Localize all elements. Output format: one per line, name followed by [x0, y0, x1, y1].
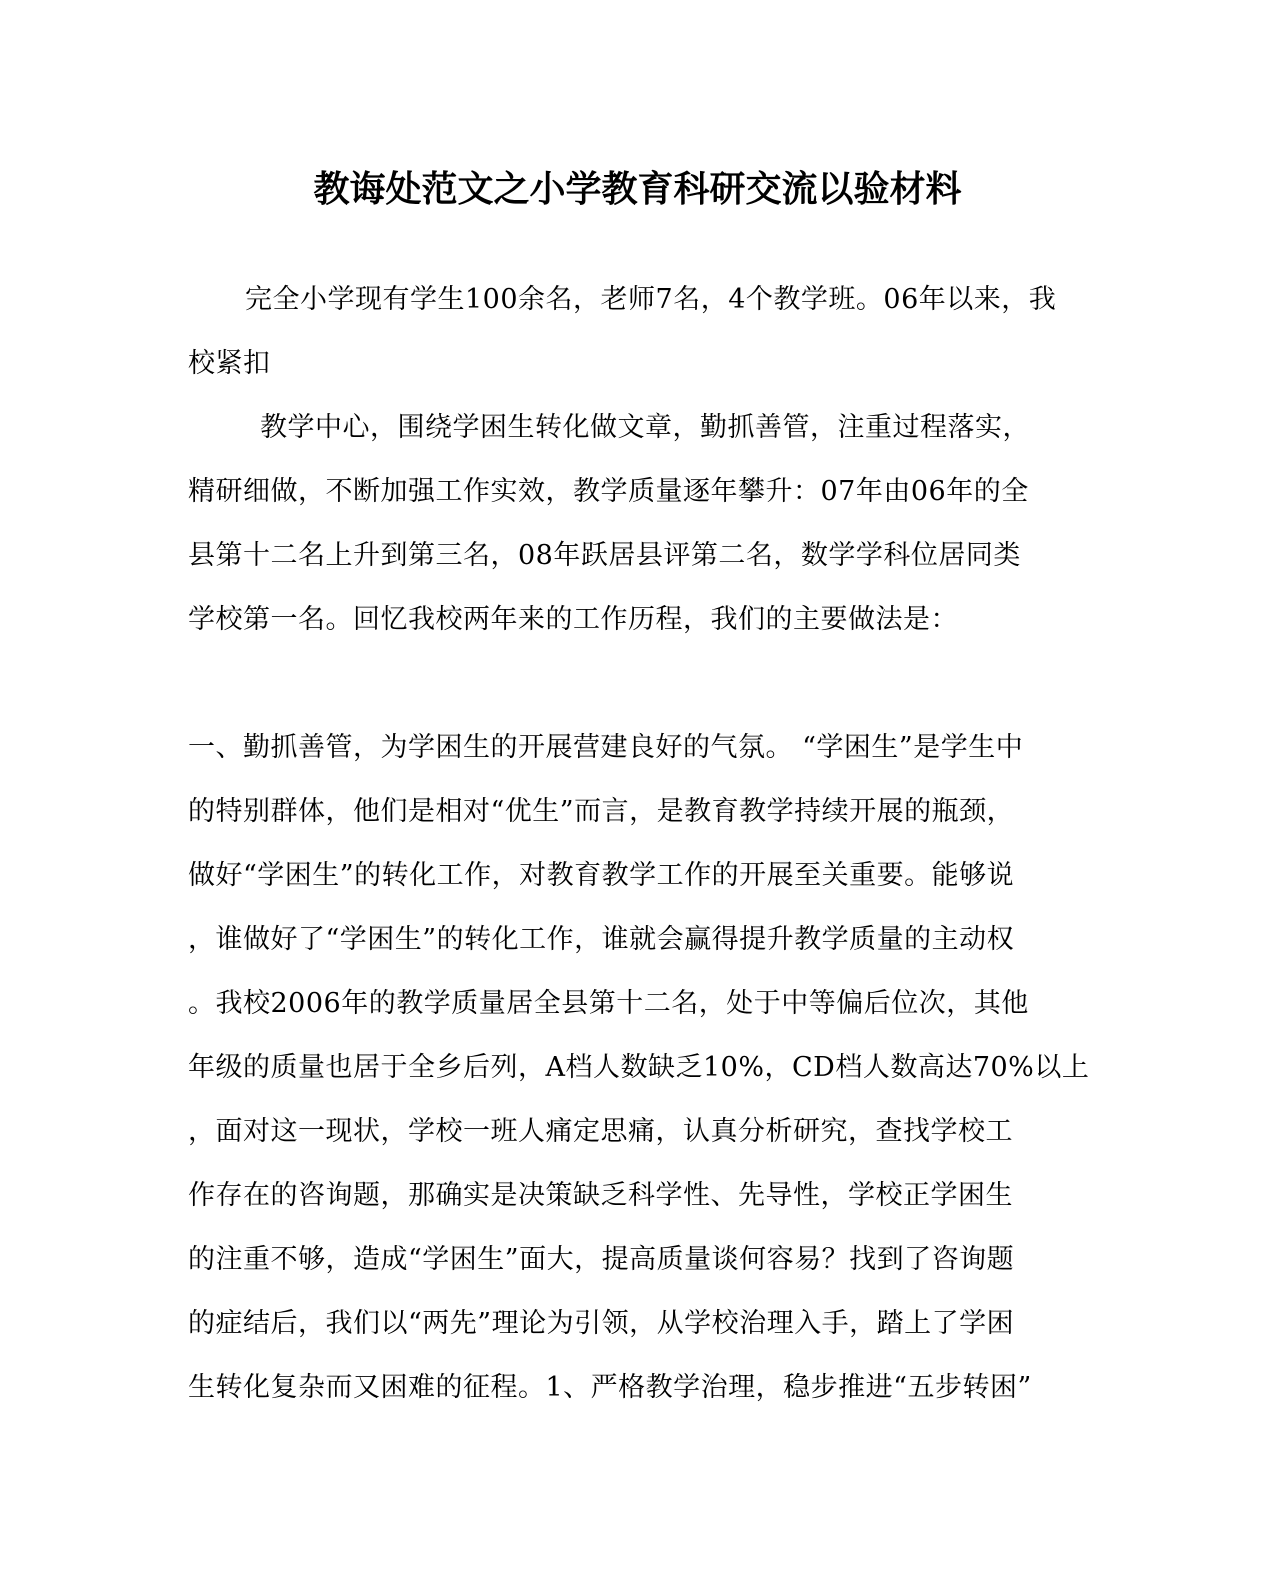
paragraph-line: 作存在的咨询题，那确实是决策缺乏科学性、先导性，学校正学困生 [188, 1180, 1013, 1211]
paragraph-line: ，面对这一现状，学校一班人痛定思痛，认真分析研究，查找学校工 [188, 1116, 1013, 1147]
paragraph-line: 生转化复杂而又困难的征程。1、严格教学治理，稳步推进“五步转困” [188, 1372, 1032, 1403]
paragraph-line: 的特别群体，他们是相对“优生”而言，是教育教学持续开展的瓶颈， [188, 796, 1015, 827]
paragraph-line: 学校第一名。回忆我校两年来的工作历程，我们的主要做法是： [188, 604, 958, 635]
document-title: 教诲处范文之小学教育科研交流以验材料 [313, 169, 962, 210]
paragraph-line: 的注重不够，造成“学困生”面大，提高质量谈何容易？找到了咨询题 [188, 1244, 1015, 1275]
paragraph-line: 教学中心，围绕学困生转化做文章，勤抓善管，注重过程落实， [260, 412, 1030, 443]
paragraph-line: 校紧扣 [188, 348, 271, 379]
paragraph-line: 。我校2006年的教学质量居全县第十二名，处于中等偏后位次，其他 [188, 988, 1029, 1019]
paragraph-line: 县第十二名上升到第三名，08年跃居县评第二名，数学学科位居同类 [188, 540, 1021, 571]
paragraph-line: 精研细做，不断加强工作实效，教学质量逐年攀升：07年由06年的全 [188, 476, 1029, 507]
paragraph-line: 完全小学现有学生100余名，老师7名，4个教学班。06年以来，我 [245, 284, 1057, 315]
paragraph-line: 的症结后，我们以“两先”理论为引领，从学校治理入手，踏上了学困 [188, 1308, 1015, 1339]
section-heading-line: 一、勤抓善管，为学困生的开展营建良好的气氛。 “学困生”是学生中 [188, 732, 1024, 763]
paragraph-line: 做好“学困生”的转化工作，对教育教学工作的开展至关重要。能够说 [188, 860, 1015, 891]
paragraph-line: 年级的质量也居于全乡后列，A档人数缺乏10%，CD档人数高达70%以上 [188, 1052, 1090, 1083]
paragraph-line: ，谁做好了“学困生”的转化工作，谁就会赢得提升教学质量的主动权 [188, 924, 1015, 955]
